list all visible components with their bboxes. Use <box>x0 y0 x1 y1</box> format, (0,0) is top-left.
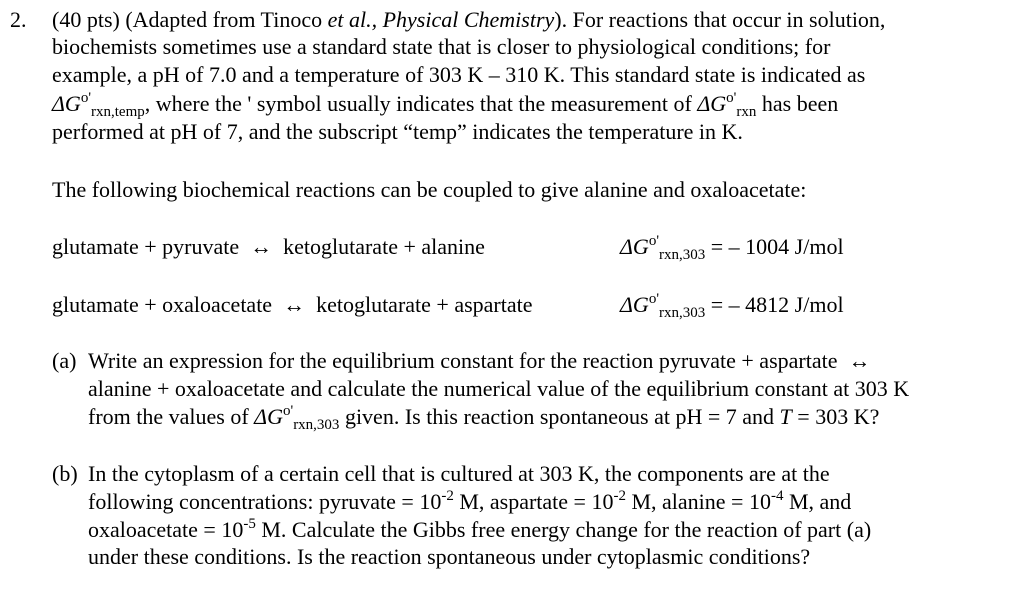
text-segment: ΔG <box>620 234 649 259</box>
part-a-3 <box>88 403 880 433</box>
coupling-intro <box>52 177 806 203</box>
text-segment: ΔG <box>254 404 283 429</box>
text-segment: rxn,303 <box>293 417 340 433</box>
intro-5 <box>52 119 743 145</box>
part-b-4 <box>88 544 810 570</box>
text-segment: -5 <box>243 516 256 532</box>
text-segment: -2 <box>441 488 454 504</box>
text-segment: given. Is this reaction spontaneous at pH = 7 and <box>339 404 780 429</box>
text-segment: -4 <box>770 488 784 504</box>
text-segment: ΔG <box>697 91 727 116</box>
part-b-2 <box>88 489 851 515</box>
text-segment: o' <box>648 233 660 249</box>
text-segment: (40 pts) (Adapted from Tinoco <box>52 7 328 32</box>
reaction-1-dg <box>620 233 844 263</box>
text-segment: In the cytoplasm of a certain cell that is cultured at 303 K, the components are at the <box>88 461 830 486</box>
intro-3 <box>52 62 865 88</box>
text-segment: M, aspartate = 10 <box>453 489 614 514</box>
text-segment: rxn,temp <box>91 104 145 120</box>
text-segment: M, alanine = 10 <box>625 489 771 514</box>
intro-2 <box>52 34 830 60</box>
text-segment: o' <box>726 90 737 106</box>
part-a-label <box>52 348 76 374</box>
text-segment: oxaloacetate = 10 <box>88 517 244 542</box>
text-segment: alanine + oxaloacetate and calculate the numerical value of the equilibrium constant at 303 K <box>88 376 910 401</box>
text-segment: from the values of <box>88 404 255 429</box>
text-segment: Write an expression for the equilibrium constant for the reaction pyruvate + aspartate ↔ <box>88 348 871 373</box>
text-segment: = – 1004 J/mol <box>705 234 844 259</box>
text-segment: , where the ' symbol usually indicates that the measurement of <box>144 91 698 116</box>
text-segment: glutamate + oxaloacetate ↔ ketoglutarate + aspartate <box>52 292 533 317</box>
text-segment: M, and <box>783 489 852 514</box>
text-segment: glutamate + pyruvate ↔ ketoglutarate + alanine <box>52 234 485 259</box>
text-segment: example, a pH of 7.0 and a temperature of 303 K – 310 K. This standard state is indicated as <box>52 62 866 87</box>
part-b-1 <box>88 461 830 487</box>
text-segment: (b) <box>52 461 78 486</box>
text-segment: performed at pH of 7, and the subscript “temp” indicates the temperature in K. <box>52 119 743 144</box>
text-segment: ). For reactions that occur in solution, <box>554 7 886 32</box>
part-b-label <box>52 461 78 487</box>
part-a-2 <box>88 376 909 402</box>
question-number: 2. <box>10 7 27 32</box>
text-segment: T <box>779 404 792 429</box>
part-a-1 <box>88 348 870 374</box>
reaction-2 <box>52 292 533 318</box>
text-segment: rxn,303 <box>659 305 706 321</box>
intro-4 <box>52 90 839 120</box>
text-segment: rxn,303 <box>659 247 706 263</box>
text-segment: The following biochemical reactions can be coupled to give alanine and oxaloacetate: <box>52 177 807 202</box>
text-segment: o' <box>282 403 294 419</box>
text-segment: (a) <box>52 348 77 373</box>
text-segment: -2 <box>613 488 626 504</box>
text-segment: = 303 K? <box>791 404 880 429</box>
text-segment: et al., Physical Chemistry <box>327 7 555 32</box>
intro-1 <box>52 7 885 33</box>
reaction-1 <box>52 234 485 260</box>
part-b-3 <box>88 517 871 543</box>
text-segment: ΔG <box>620 292 649 317</box>
text-segment: biochemists sometimes use a standard state that is closer to physiological conditions; for <box>52 34 831 59</box>
text-segment: o' <box>648 291 660 307</box>
text-segment: under these conditions. Is the reaction spontaneous under cytoplasmic conditions? <box>88 544 811 569</box>
text-segment: o' <box>80 90 92 106</box>
reaction-2-dg <box>620 291 844 321</box>
text-segment: has been <box>756 91 839 116</box>
text-segment: = – 4812 J/mol <box>705 292 844 317</box>
text-segment: rxn <box>736 104 757 120</box>
text-segment: following concentrations: pyruvate = 10 <box>88 489 442 514</box>
text-segment: M. Calculate the Gibbs free energy change for the reaction of part (a) <box>255 517 872 542</box>
text-segment: ΔG <box>52 91 81 116</box>
